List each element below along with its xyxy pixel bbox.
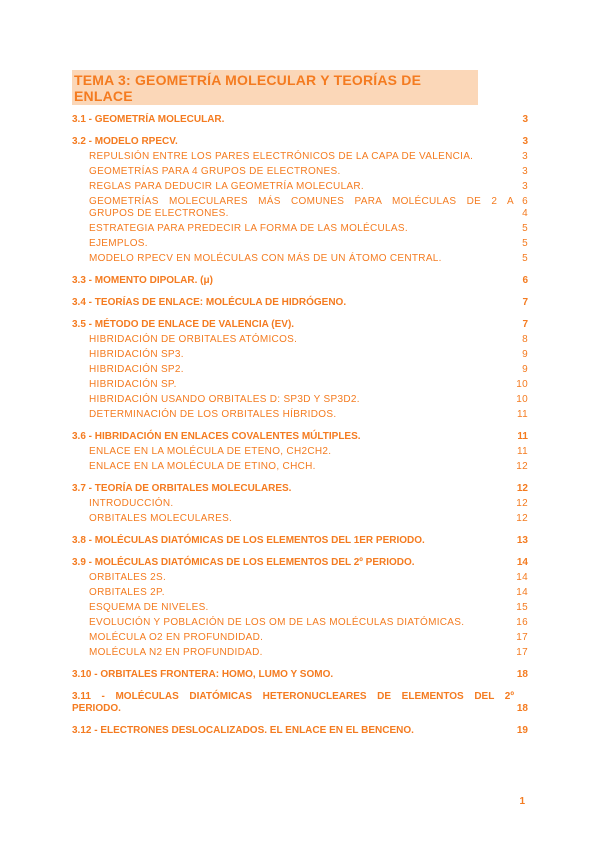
toc-subsection-entry[interactable] — [72, 444, 528, 459]
toc-entry-text: REGLAS PARA DEDUCIR LA GEOMETRÍA MOLECULAR. — [89, 181, 365, 192]
toc-entry-text: 3.11 - MOLÉCULAS DIATÓMICAS HETERONUCLEARES DE ELEMENTOS DEL 2º — [72, 691, 514, 702]
toc-entry-text: 3.8 - MOLÉCULAS DIATÓMICAS DE LOS ELEMENTOS DEL 1ER PERIODO. — [72, 535, 425, 546]
toc-entry-text: HIBRIDACIÓN SP. — [89, 379, 177, 390]
toc-entry-page: 14 — [516, 572, 528, 583]
toc-entry-text: GEOMETRÍAS MOLECULARES MÁS COMUNES PARA MOLÉCULAS DE 2 A — [89, 196, 514, 207]
toc-entry-text: GEOMETRÍAS PARA 4 GRUPOS DE ELECTRONES. — [89, 166, 341, 177]
toc-entry-text: 3.9 - MOLÉCULAS DIATÓMICAS DE LOS ELEMENTOS DEL 2º PERIODO. — [72, 557, 415, 568]
toc-subsection-entry[interactable] — [72, 630, 528, 645]
toc-section-entry[interactable] — [72, 481, 528, 496]
toc-entry-text: EVOLUCIÓN Y POBLACIÓN DE LOS OM DE LAS MOLÉCULAS DIATÓMICAS. — [89, 617, 465, 628]
toc-entry-page: 9 — [522, 349, 528, 360]
toc-entry-text: ORBITALES 2S. — [89, 572, 167, 583]
toc-entry-page: 13 — [516, 535, 528, 546]
toc-entry-page: 16 — [516, 617, 528, 628]
toc-entry-page: 7 — [522, 297, 528, 308]
toc-entry-page: 3 — [522, 166, 528, 177]
toc-page — [72, 70, 528, 738]
toc-subsection-entry[interactable] — [72, 149, 528, 164]
toc-section-entry[interactable] — [72, 723, 528, 738]
toc-entry-page: 18 — [516, 703, 528, 714]
toc-subsection-entry[interactable] — [72, 407, 528, 422]
page-number: 1 — [519, 796, 525, 807]
toc-entry-text-continued: GRUPOS DE ELECTRONES. — [89, 208, 229, 219]
toc-subsection-entry[interactable] — [72, 496, 528, 511]
toc-entry-page: 5 — [522, 223, 528, 234]
toc-section-entry[interactable] — [72, 555, 528, 570]
toc-entry-page: 12 — [516, 513, 528, 524]
toc-subsection-entry[interactable] — [72, 179, 528, 194]
toc-entry-page: 11 — [517, 446, 528, 457]
toc-entry-text: ENLACE EN LA MOLÉCULA DE ETENO, CH2CH2. — [89, 446, 332, 457]
toc-entry-page: 6 — [522, 275, 528, 286]
toc-section-entry[interactable] — [72, 317, 528, 332]
toc-entry-page: 10 — [516, 394, 528, 405]
toc-section-entry[interactable] — [72, 429, 528, 444]
toc-subsection-entry[interactable] — [72, 570, 528, 585]
toc-entry-page: 8 — [522, 334, 528, 345]
toc-entry-text: HIBRIDACIÓN DE ORBITALES ATÓMICOS. — [89, 334, 298, 345]
toc-entry-page: 17 — [516, 647, 528, 658]
toc-section-entry[interactable] — [72, 295, 528, 310]
toc-entry-page: 3 — [522, 114, 528, 125]
toc-subsection-entry[interactable] — [72, 164, 528, 179]
toc-entry-text: HIBRIDACIÓN SP2. — [89, 364, 184, 375]
toc-entry-text: 3.7 - TEORÍA DE ORBITALES MOLECULARES. — [72, 483, 292, 494]
toc-entry-page: 3 — [522, 136, 528, 147]
toc-subsection-entry[interactable] — [72, 251, 528, 266]
toc-entry-page: 15 — [516, 602, 528, 613]
toc-section-entry[interactable] — [72, 134, 528, 149]
toc-entry-text: HIBRIDACIÓN USANDO ORBITALES D: SP3D Y SP3D2. — [89, 394, 360, 405]
toc-entry-page: 19 — [516, 725, 528, 736]
toc-entry-text: 3.1 - GEOMETRÍA MOLECULAR. — [72, 114, 225, 125]
toc-subsection-entry[interactable] — [72, 377, 528, 392]
toc-entry-page: 4 — [522, 208, 528, 219]
toc-entry-text: 3.5 - MÉTODO DE ENLACE DE VALENCIA (EV). — [72, 319, 295, 330]
toc-entry-text: MOLÉCULA N2 EN PROFUNDIDAD. — [89, 647, 263, 658]
toc-entry-text: 3.4 - TEORÍAS DE ENLACE: MOLÉCULA DE HIDRÓGENO. — [72, 297, 347, 308]
toc-entry-page: 11 — [517, 431, 528, 442]
toc-subsection-entry[interactable] — [72, 615, 528, 630]
toc-entry-text-continued: PERIODO. — [72, 703, 121, 714]
toc-subsection-entry[interactable] — [72, 221, 528, 236]
toc-entry-page: 7 — [522, 319, 528, 330]
toc-entry-text: MODELO RPECV EN MOLÉCULAS CON MÁS DE UN ÁTOMO CENTRAL. — [89, 253, 442, 264]
toc-entry-text: ESTRATEGIA PARA PREDECIR LA FORMA DE LAS MOLÉCULAS. — [89, 223, 408, 234]
toc-entry-continuation — [72, 701, 528, 716]
toc-entry-page: 9 — [522, 364, 528, 375]
toc-entry-text: 3.3 - MOMENTO DIPOLAR. (μ) — [72, 275, 213, 286]
toc-entry-page: 14 — [516, 557, 528, 568]
toc-entry-text: HIBRIDACIÓN SP3. — [89, 349, 184, 360]
toc-entry-page: 5 — [522, 238, 528, 249]
toc-subsection-entry[interactable] — [72, 459, 528, 474]
toc-entry-text: DETERMINACIÓN DE LOS ORBITALES HÍBRIDOS. — [89, 409, 337, 420]
toc-subsection-entry[interactable] — [72, 600, 528, 615]
toc-entry-text: ESQUEMA DE NIVELES. — [89, 602, 209, 613]
toc-entry-page: 10 — [516, 379, 528, 390]
toc-entry-page: 18 — [516, 669, 528, 680]
toc-section-entry[interactable] — [72, 667, 528, 682]
toc-entry-text: 3.12 - ELECTRONES DESLOCALIZADOS. EL ENLACE EN EL BENCENO. — [72, 725, 414, 736]
toc-entry-text: 3.2 - MODELO RPECV. — [72, 136, 178, 147]
toc-entry-text: INTRODUCCIÓN. — [89, 498, 174, 509]
toc-entry-page: 12 — [516, 461, 528, 472]
toc-section-entry[interactable] — [72, 533, 528, 548]
toc-entry-page: 11 — [517, 409, 528, 420]
toc-entry-page: 3 — [522, 181, 528, 192]
toc-entry-page: 5 — [522, 253, 528, 264]
toc-section-entry[interactable] — [72, 273, 528, 288]
toc-subsection-entry[interactable] — [72, 645, 528, 660]
toc-section-entry[interactable] — [72, 112, 528, 127]
toc-title: TEMA 3: GEOMETRÍA MOLECULAR Y TEORÍAS DE ENLACE — [72, 70, 478, 105]
toc-entry-text: REPULSIÓN ENTRE LOS PARES ELECTRÓNICOS DE LA CAPA DE VALENCIA. — [89, 151, 474, 162]
toc-subsection-entry[interactable] — [72, 585, 528, 600]
toc-entry-page: 3 — [522, 151, 528, 162]
toc-entry-page: 14 — [516, 587, 528, 598]
toc-entry-page: 12 — [516, 483, 528, 494]
toc-subsection-entry[interactable] — [72, 511, 528, 526]
toc-entry-page: 12 — [516, 498, 528, 509]
toc-entry-text: ORBITALES 2P. — [89, 587, 165, 598]
table-of-contents — [72, 112, 528, 738]
toc-subsection-entry[interactable] — [72, 347, 528, 362]
toc-entry-text: 3.10 - ORBITALES FRONTERA: HOMO, LUMO Y SOMO. — [72, 669, 334, 680]
toc-entry-continuation — [72, 206, 528, 221]
toc-entry-text: ENLACE EN LA MOLÉCULA DE ETINO, CHCH. — [89, 461, 316, 472]
toc-entry-page: 17 — [516, 632, 528, 643]
toc-subsection-entry[interactable] — [72, 392, 528, 407]
toc-entry-page: 6 — [522, 196, 528, 207]
toc-subsection-entry[interactable] — [72, 362, 528, 377]
toc-entry-text: MOLÉCULA O2 EN PROFUNDIDAD. — [89, 632, 264, 643]
toc-subsection-entry[interactable] — [72, 236, 528, 251]
toc-entry-text: ORBITALES MOLECULARES. — [89, 513, 233, 524]
toc-entry-text: 3.6 - HIBRIDACIÓN EN ENLACES COVALENTES MÚLTIPLES. — [72, 431, 361, 442]
toc-entry-text: EJEMPLOS. — [89, 238, 148, 249]
toc-subsection-entry[interactable] — [72, 332, 528, 347]
